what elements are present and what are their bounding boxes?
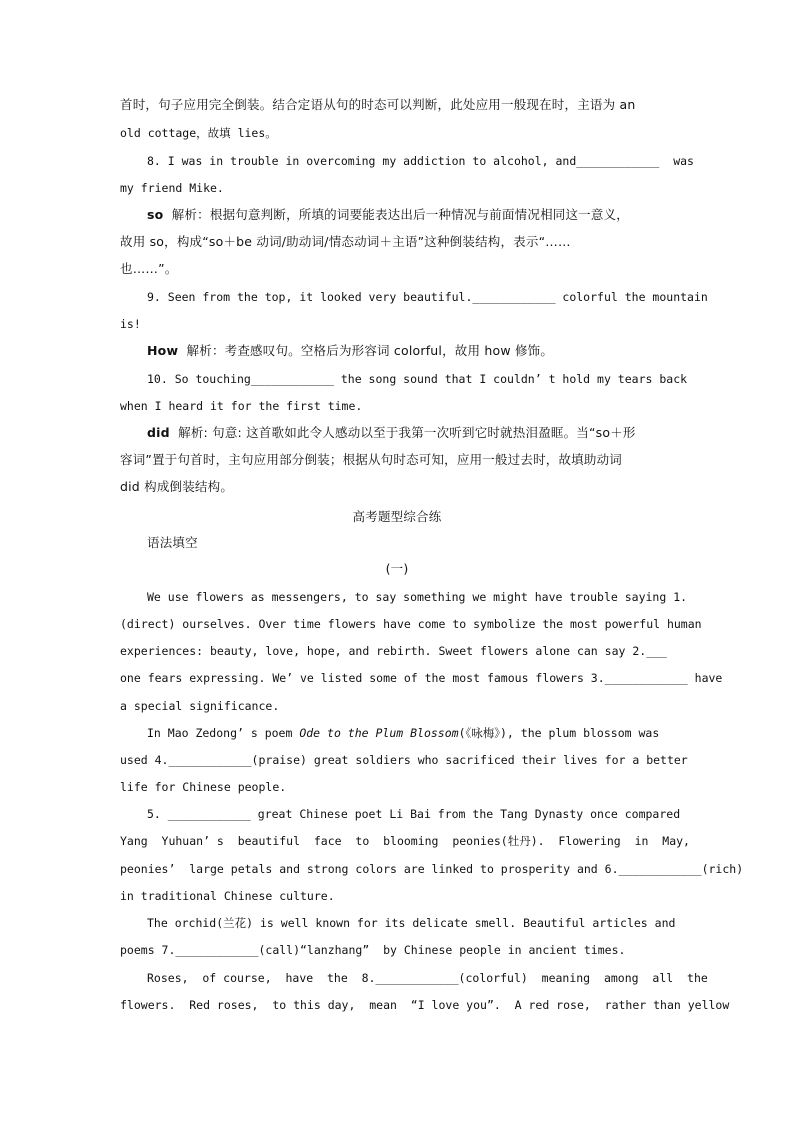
text-line: 故用 so，构成“so＋be 动词/助动词/情态动词＋主语”这种倒装结构，表示“…… [120,234,571,249]
question-9: 9. Seen from the top, it looked very beautiful.____________ colorful the mountain [147,290,708,304]
passage-line: Yang Yuhuan’ s beautiful face to blooming peonies(牡丹). Flowering in May, [120,834,690,848]
passage-line: 5. ____________ great Chinese poet Li Bai from the Tang Dynasty once compared [147,807,681,821]
text-line: 容词”置于句首时，主句应用部分倒装；根据从句时态可知，应用一般过去时，故填助动词 [120,452,622,467]
passage-line: Roses, of course, have the 8.____________(colorful) meaning among all the [147,971,708,985]
passage-line: experiences: beauty, love, hope, and rebirth. Sweet flowers alone can say 2.___ [120,644,667,658]
explanation-10: 解析: 句意: 这首歌如此令人感动以至于我第一次听到它时就热泪盈眶。当“so＋形 [169,425,636,440]
text-line: old cottage，故填 lies。 [120,126,277,140]
section-subtitle: 语法填空 [147,535,198,550]
passage-line: a special significance. [120,699,280,713]
answer-9: How [147,343,179,358]
explanation-9: 解析：考查感叹句。空格后为形容词 colorful，故用 how 修饰。 [178,343,554,358]
passage-line: (direct) ourselves. Over time flowers have come to symbolize the most powerful human [120,617,702,631]
answer-8: so [147,207,164,222]
passage-line: We use flowers as messengers, to say something we might have trouble saying 1. [147,590,688,604]
answer-10: did [147,425,170,440]
poem-intro: In Mao Zedong’ s poem [147,726,300,740]
text-line: is! [120,317,141,331]
passage-line: flowers. Red roses, to this day, mean “I love you”. A red rose, rather than yellow [120,998,730,1012]
text-line: when I heard it for the first time. [120,399,363,413]
passage-line [147,725,659,741]
section-title: 高考题型综合练 [352,509,442,524]
passage-line: life for Chinese people. [120,780,287,794]
question-10: 10. So touching____________ the song sound that I couldn’ t hold my tears back [147,372,688,386]
passage-line: in traditional Chinese culture. [120,889,335,903]
answer-10-line [147,425,636,441]
answer-8-line [147,207,629,223]
answer-9-line [147,343,553,359]
passage-number: (一) [385,561,409,576]
explanation-8: 解析：根据句意判断，所填的词要能表达出后一种情况与前面情况相同这一意义， [163,207,629,222]
text-line: 也……”。 [120,261,178,276]
poem-title: Ode to the Plum Blossom [299,726,459,740]
passage-line: peonies’ large petals and strong colors are linked to prosperity and 6.____________(rich) [120,862,744,876]
question-8: 8. I was in trouble in overcoming my addiction to alcohol, and____________ was [147,154,694,168]
text-line: 首时，句子应用完全倒装。结合定语从句的时态可以判断，此处应用一般现在时，主语为 an [120,97,636,112]
passage-line: The orchid(兰花) is well known for its delicate smell. Beautiful articles and [147,916,676,930]
text-line: my friend Mike. [120,181,224,195]
passage-line: poems 7.____________(call)“lanzhang” by Chinese people in ancient times. [120,943,626,957]
poem-cn: (《咏梅》), the plum blossom was [458,726,660,740]
text-line: did 构成倒装结构。 [120,479,234,494]
passage-line: used 4.____________(praise) great soldiers who sacrificed their lives for a better [120,753,688,767]
passage-line: one fears expressing. We’ ve listed some of the most famous flowers 3.____________ have [120,671,723,685]
